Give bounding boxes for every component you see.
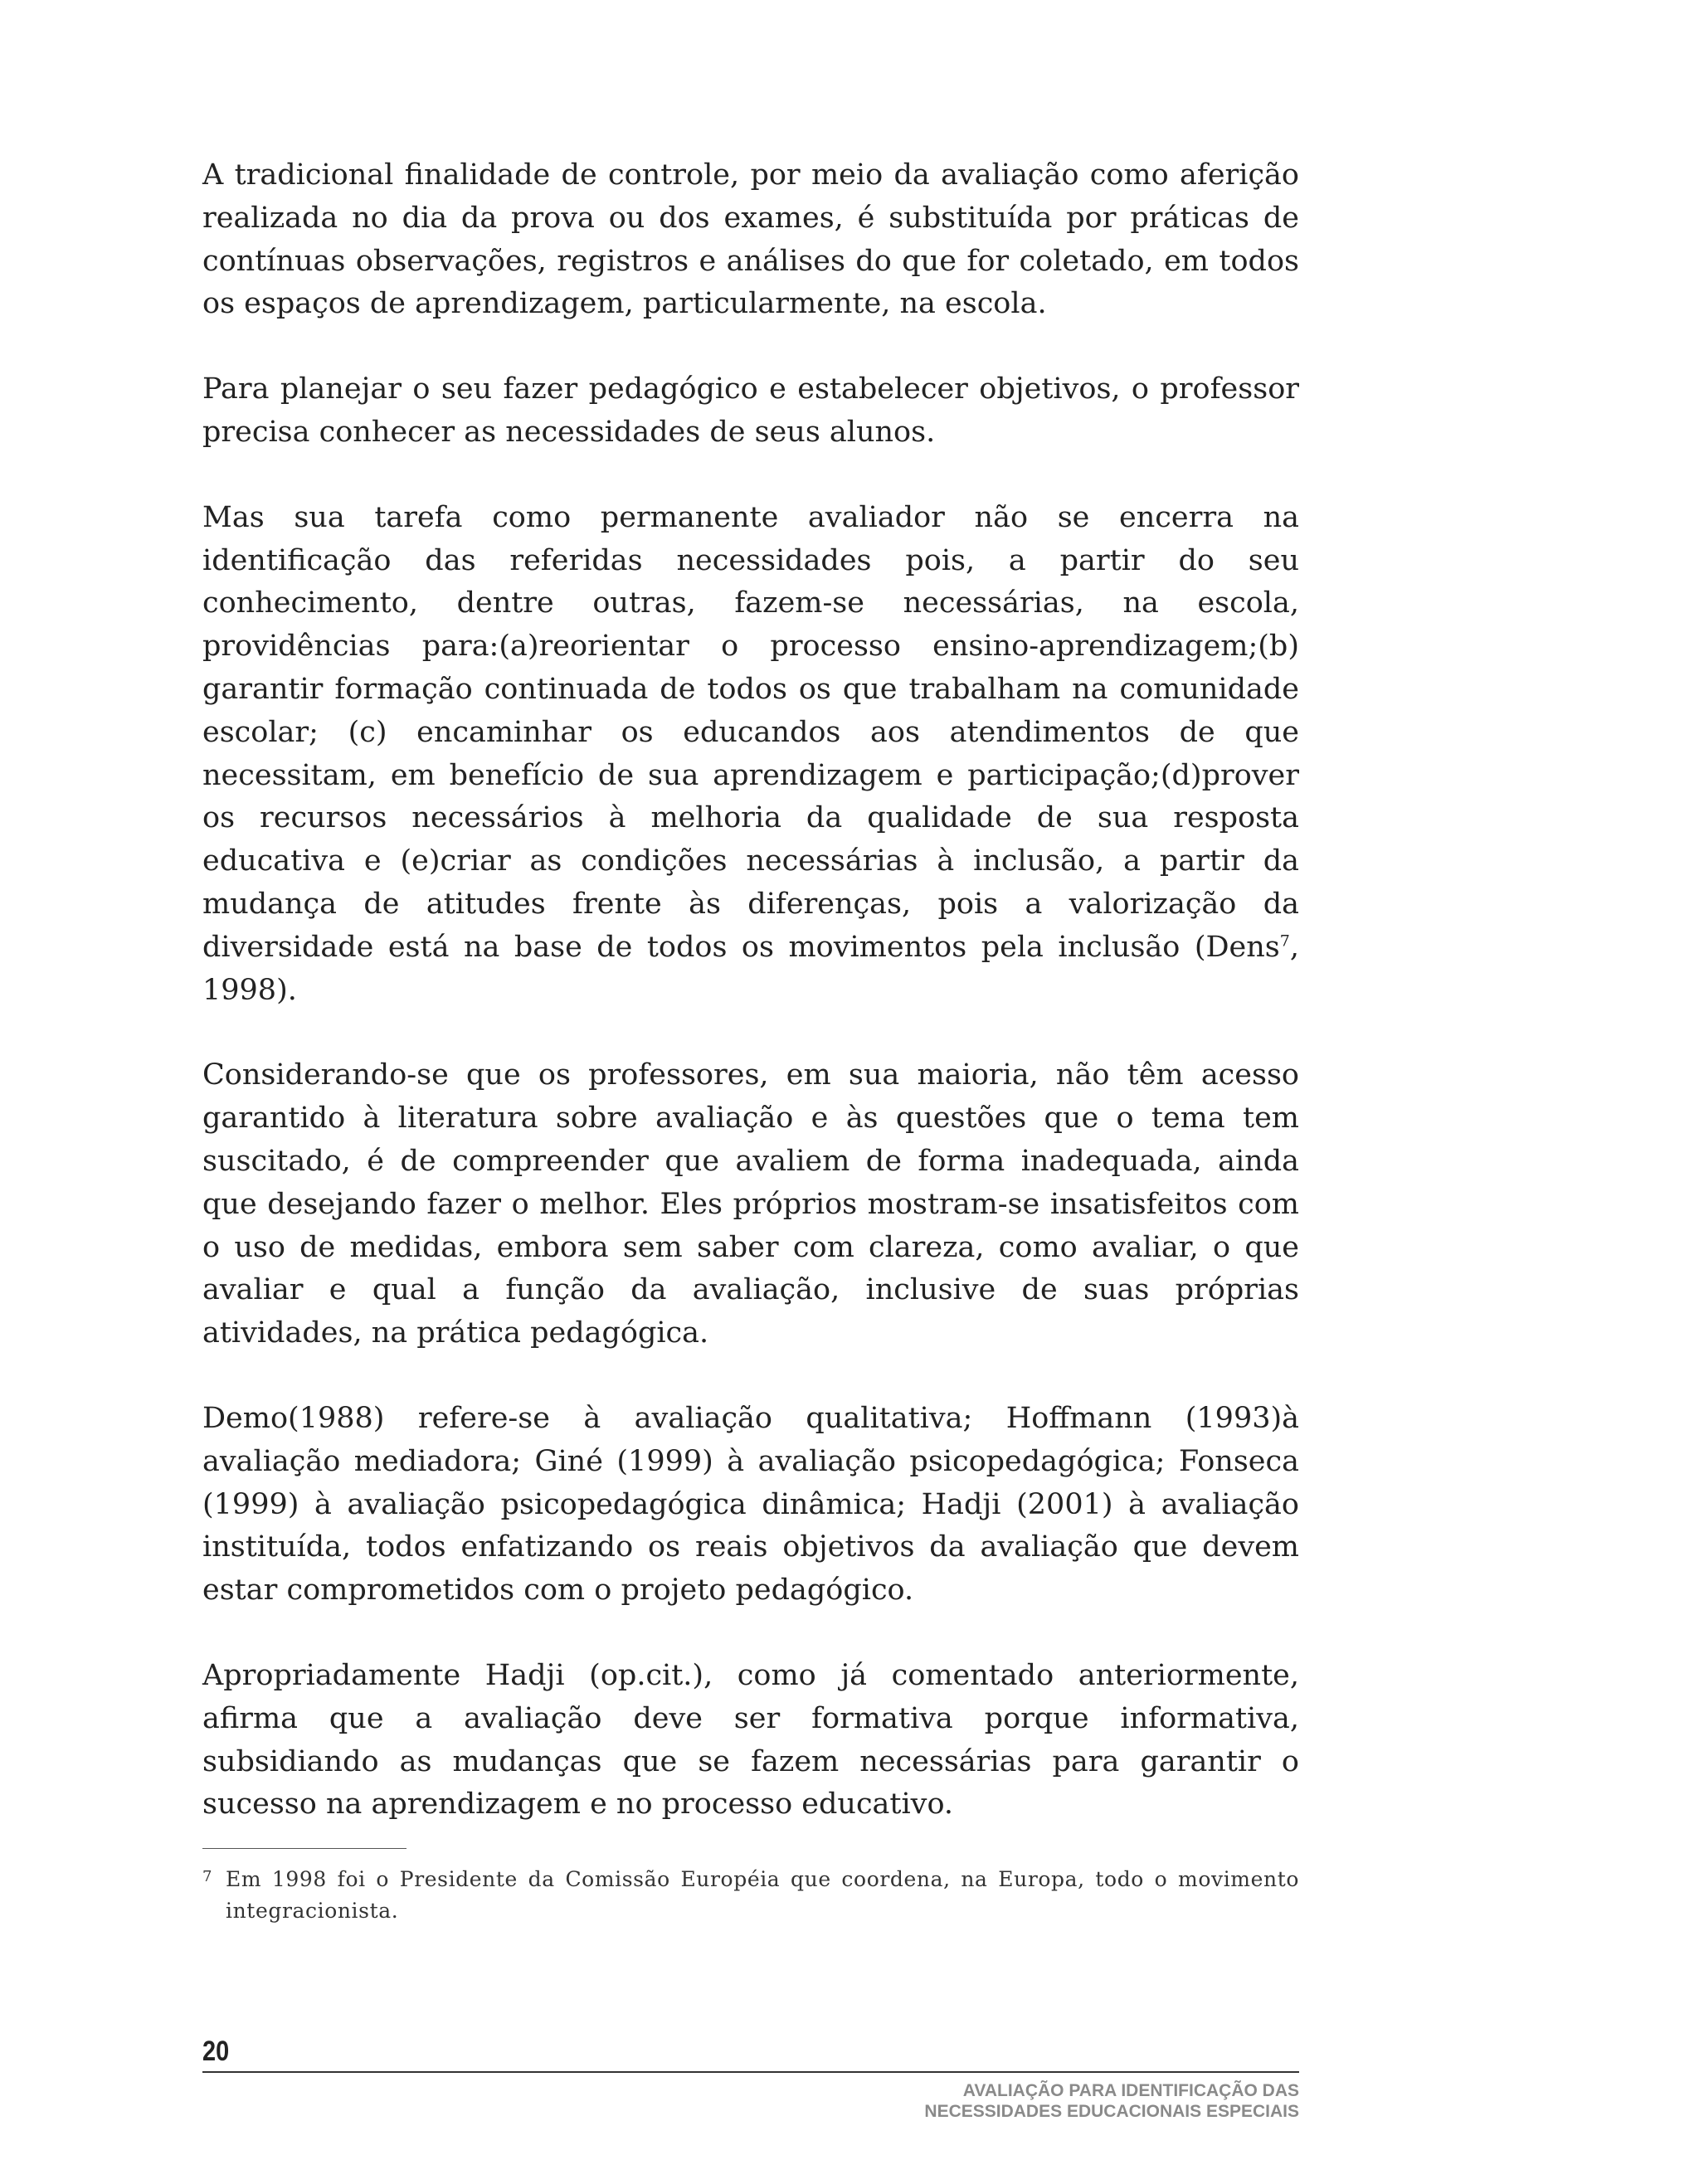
page-number: 20 [202, 2036, 230, 2067]
paragraph-3 [202, 497, 1299, 1013]
running-footer [553, 2080, 1299, 2122]
body-text [202, 154, 1299, 1869]
paragraph-1: A tradicional finalidade de controle, por meio da avaliação como aferição realizada no dia da prova ou dos exames, é substituída por práticas de contínuas observações, registros e análises do que for coletado, em todos os espaços de aprendizagem, particularmente, na escola. [202, 158, 1299, 321]
paragraph-6: Apropriadamente Hadji (op.cit.), como já comentado anteriormente, afirma que a avaliação deve ser formativa porque informativa, subsidiando as mudanças que se fazem necessárias para garantir o sucesso na aprendizagem e no processo educativo. [202, 1658, 1299, 1822]
paragraph-2: Para planejar o seu fazer pedagógico e estabelecer objetivos, o professor precisa conhecer as necessidades de seus alunos. [202, 372, 1299, 449]
running-footer-line-1: AVALIAÇÃO PARA IDENTIFICAÇÃO DAS [962, 2081, 1299, 2100]
footnote-reference[interactable]: 7 [1279, 931, 1290, 951]
footnote-separator [202, 1848, 406, 1849]
footnote-text: Em 1998 foi o Presidente da Comissão Européia que coordena, na Europa, todo o movimento integracionista. [226, 1867, 1299, 1923]
paragraph-3-text: Mas sua tarefa como permanente avaliador não se encerra na identificação das referidas necessidades pois, a partir do seu conhecimento, dentre outras, fazem-se necessárias, na escola, providências para:(a)reorientar o processo ensino-aprendizagem;(b) garantir formação continuada de todos os que trabalham na comunidade escolar; (c) encaminhar os educandos aos atendimentos de que necessitam, em benefício de sua aprendizagem e participação;(d)prover os recursos necessários à melhoria da qualidade de sua resposta educativa e (e)criar as condições necessárias à inclusão, a partir da mudança de atitudes frente às diferenças, pois a valorização da diversidade está na base de todos os movimentos pela inclusão (Dens [202, 500, 1299, 964]
paragraph-3-text-end: , 1998). [202, 930, 1299, 1007]
footnote-marker: 7 [202, 1868, 213, 1885]
paragraph-5: Demo(1988) refere-se à avaliação qualitativa; Hoffmann (1993)à avaliação mediadora; Giné (1999) à avaliação psicopedagógica; Fonseca (1999) à avaliação psicopedagógica dinâmica; Hadji (2001) à avaliação instituída, todos enfatizando os reais objetivos da avaliação que devem estar comprometidos com o projeto pedagógico. [202, 1401, 1299, 1608]
paragraph-4: Considerando-se que os professores, em sua maioria, não têm acesso garantido à literatura sobre avaliação e às questões que o tema tem suscitado, é de compreender que avaliem de forma inadequada, ainda que desejando fazer o melhor. Eles próprios mostram-se insatisfeitos com o uso de medidas, embora sem saber com clareza, como avaliar, o que avaliar e qual a função da avaliação, inclusive de suas próprias atividades, na prática pedagógica. [202, 1058, 1299, 1350]
running-footer-line-2: NECESSIDADES EDUCACIONAIS ESPECIAIS [924, 2102, 1299, 2121]
footnote [202, 1861, 1299, 1927]
footer-divider [202, 2071, 1299, 2073]
